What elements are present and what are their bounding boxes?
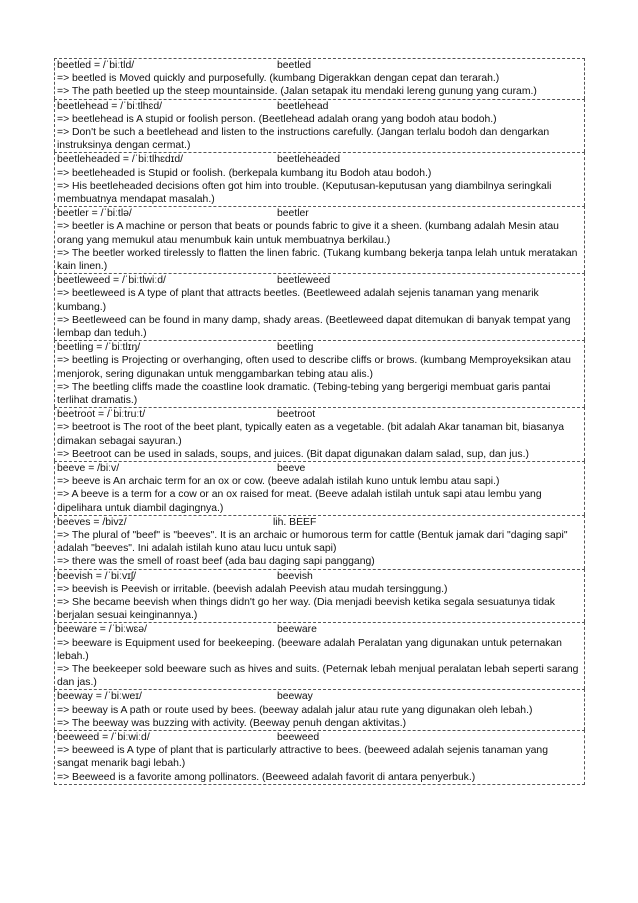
headword-pronunciation: beetler = /ˈbiːtlə/ [57, 208, 132, 220]
example-line: => The beetling cliffs made the coastline look dramatic. (Tebing-tebing yang bergerigi membuat garis pantai terlihat dramatis.) [57, 381, 551, 406]
example-line: => Beetroot can be used in salads, soups, and juices. (Bit dapat digunakan dalam salad, sup, dan jus.) [57, 448, 529, 460]
definition-line: => beeway is A path or route used by bees. (beeway adalah jalur atau rute yang digunakan oleh lebah.) [57, 704, 533, 716]
headword: beetling [277, 342, 314, 354]
definition-line: => beetroot is The root of the beet plant, typically eaten as a vegetable. (bit adalah Akar tanaman bit, biasanya dimakan sebagai sayuran.) [57, 422, 564, 447]
entry [54, 461, 585, 515]
entry-header [57, 623, 582, 636]
entry [54, 689, 585, 730]
definition-line: => The plural of "beef" is "beeves". It is an archaic or humorous term for cattle (Bentuk jamak dari "daging sapi" adalah "beeves". Ini adalah istilah kuno atau lucu untuk sapi) [57, 529, 568, 555]
headword: beevish [277, 570, 313, 582]
headword-pronunciation: beeway = /ˈbiːweɪ/ [57, 691, 142, 703]
headword-pronunciation: beeves = /bivz/ [57, 516, 127, 528]
headword-pronunciation: beeweed = /ˈbiːwiːd/ [57, 731, 150, 743]
dictionary-entries [54, 58, 585, 785]
entry [54, 622, 585, 689]
example-line: => Beetleweed can be found in many damp, shady areas. (Beetleweed dapat ditemukan di banyak tempat yang lembap dan teduh.) [57, 314, 571, 339]
definition-line: => beeweed is A type of plant that is particularly attractive to bees. (beeweed adalah sejenis tanaman yang sangat menarik bagi lebah.) [57, 745, 548, 770]
entry-header [57, 100, 582, 113]
entry [54, 730, 585, 785]
headword: beetler [277, 208, 309, 220]
entry-header [57, 462, 582, 475]
definition-line: => beeve is An archaic term for an ox or cow. (beeve adalah istilah kuno untuk lembu atau sapi.) [57, 476, 500, 488]
entry [54, 273, 585, 340]
headword: beetled [277, 60, 312, 71]
headword-pronunciation: beeve = /biːv/ [57, 462, 120, 474]
example-line: => Don't be such a beetlehead and listen to the instructions carefully. (Jangan terlalu bodoh dan dengarkan instruksinya dengan cermat.) [57, 126, 550, 152]
entry [54, 340, 585, 407]
entry [54, 99, 585, 153]
definition-line: => beetlehead is A stupid or foolish person. (Beetlehead adalah orang yang bodoh atau bodoh.) [57, 113, 497, 125]
example-line: => Beeweed is a favorite among pollinators. (Beeweed adalah favorit di antara penyerbuk.) [57, 771, 476, 783]
entry-header [57, 274, 582, 287]
definition-line: => beetleweed is A type of plant that attracts beetles. (Beetleweed adalah sejenis tanaman yang menarik kumbang.) [57, 288, 539, 313]
headword: beetlehead [277, 100, 329, 112]
headword: beeweed [277, 731, 320, 743]
entry-header [57, 731, 582, 744]
entry-header [57, 59, 582, 72]
entry [54, 569, 585, 623]
example-line: => She became beevish when things didn't go her way. (Dia menjadi beevish ketika segala sesuatunya tidak berjalan sesuai keinginannya.) [57, 596, 555, 622]
entry-header [57, 341, 582, 354]
example-line: => A beeve is a term for a cow or an ox raised for meat. (Beeve adalah istilah untuk sapi atau lembu yang dipelihara untuk diambil dagingnya.) [57, 489, 542, 514]
headword: beeway [277, 691, 313, 703]
definition-line: => beetled is Moved quickly and purposefully. (kumbang Digerakkan dengan cepat dan terarah.) [57, 73, 500, 85]
entry [54, 206, 585, 273]
headword-pronunciation: beeware = /ˈbiːwɛə/ [57, 624, 147, 636]
definition-line: => beetleheaded is Stupid or foolish. (berkepala kumbang itu Bodoh atau bodoh.) [57, 167, 432, 179]
entry-header [57, 207, 582, 220]
example-line: => The beeway was buzzing with activity. (Beeway penuh dengan aktivitas.) [57, 717, 407, 729]
definition-line: => beevish is Peevish or irritable. (beevish adalah Peevish atau mudah tersinggung.) [57, 583, 448, 595]
entry-header [57, 516, 582, 529]
entry-header [57, 570, 582, 583]
headword-pronunciation: beetling = /ˈbiːtlɪŋ/ [57, 342, 141, 354]
definition-line: => beetler is A machine or person that beats or pounds fabric to give it a sheen. (kumbang adalah Mesin atau orang yang memukul atau menumbuk kain untuk membuatnya berkilau.) [57, 221, 559, 246]
example-line: => The path beetled up the steep mountainside. (Jalan setapak itu mendaki lereng gunung yang curam.) [57, 86, 537, 98]
entry-header [57, 408, 582, 421]
definition-line: => beetling is Projecting or overhanging, often used to describe cliffs or brows. (kumbang Memproyeksikan atau menjorok, sering digunakan untuk menggambarkan tebing atau alis.) [57, 355, 571, 380]
entry-header [57, 153, 582, 166]
headword-pronunciation: beetled = /ˈbiːtld/ [57, 60, 135, 71]
example-line: => there was the smell of roast beef (ada bau daging sapi panggang) [57, 556, 375, 568]
example-line: => His beetleheaded decisions often got him into trouble. (Keputusan-keputusan yang diambilnya seringkali membuatnya mendapat masalah.) [57, 180, 552, 205]
headword-pronunciation: beetleheaded = /ˈbiːtlhɛdɪd/ [57, 154, 184, 166]
headword: beeve [277, 462, 306, 474]
headword-pronunciation: beetlehead = /ˈbiːtlhɛd/ [57, 100, 162, 112]
headword: beetleweed [277, 275, 331, 287]
entry [54, 407, 585, 461]
example-line: => The beetler worked tirelessly to flatten the linen fabric. (Tukang kumbang bekerja tanpa lelah untuk meratakan kain linen.) [57, 247, 578, 272]
headword: beetroot [277, 409, 316, 421]
entry-header [57, 690, 582, 703]
entry [54, 515, 585, 569]
headword-pronunciation: beevish = /ˈbiːvɪʃ/ [57, 570, 137, 582]
entry [54, 152, 585, 206]
headword: beetleheaded [277, 154, 340, 166]
headword: beeware [277, 624, 317, 636]
definition-line: => beeware is Equipment used for beekeeping. (beeware adalah Peralatan yang digunakan untuk peternakan lebah.) [57, 637, 562, 662]
example-line: => The beekeeper sold beeware such as hives and suits. (Peternak lebah menjual peralatan lebah seperti sarang dan jas.) [57, 663, 579, 689]
headword-pronunciation: beetleweed = /ˈbiːtlwiːd/ [57, 275, 166, 287]
entry [54, 58, 585, 99]
headword-pronunciation: beetroot = /ˈbiːtruːt/ [57, 409, 146, 421]
headword: lih. BEEF [273, 516, 317, 528]
